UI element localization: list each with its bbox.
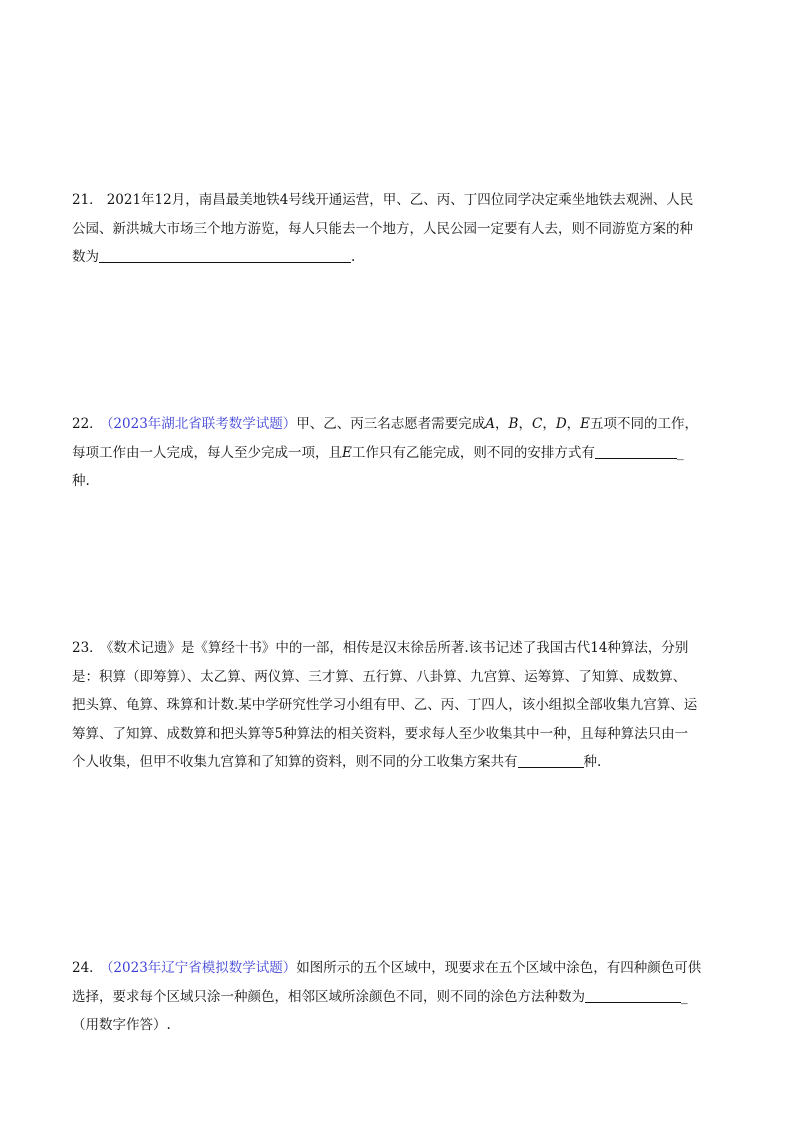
problem-line [72,439,728,468]
problem-23 [72,634,728,777]
problem-text: 如图所示的五个区域中，现要求在五个区域中涂色，有四种颜色可供 [296,960,702,976]
problem-text: 数为 [72,249,99,265]
problem-source: （2023年湖北省联考数学试题） [106,416,297,432]
problem-text: . [351,249,356,265]
problem-text: 种. [583,754,602,770]
problem-24 [72,954,728,1040]
problem-line: 把头算、龟算、珠算和计数.某中学研究性学习小组有甲、乙、丙、丁四人，该小组拟全部收集九宫算、运 [72,697,698,713]
problem-text: 选择，要求每个区域只涂一种颜色，相邻区域所涂颜色不同，则不同的涂色方法种数为 [72,988,585,1005]
task-label: E [342,444,352,461]
task-label: E [580,416,590,432]
problem-line [72,954,728,983]
problem-line [72,243,728,272]
answer-blank[interactable] [595,444,677,459]
problem-number: 21． [72,192,103,208]
problem-line [72,748,728,777]
problem-text: _ [681,988,688,1005]
problem-line: 是：积算（即筹算）、太乙算、两仪算、三才算、五行算、八卦算、九宫算、运筹算、了知算、成数算、 [72,668,687,685]
problem-line [72,634,728,663]
answer-blank[interactable] [518,753,584,768]
problem-source: （2023年辽宁省模拟数学试题） [106,960,297,976]
problem-22 [72,410,728,496]
problem-line: 公园、新洪城大市场三个地方游览，每人只能去一个地方，人民公园一定要有人去，则不同游览方案的种 [72,220,693,237]
answer-blank[interactable] [585,988,681,1003]
problem-line [72,983,728,1012]
task-label: A [485,416,496,432]
problem-text: _ [676,444,684,461]
problem-number: 23． [72,640,103,656]
problem-text: 2021年12月，南昌最美地铁4号线开通运营，甲、乙、丙、丁四位同学决定乘坐地铁去观洲、人民 [106,192,694,208]
problem-text: 个人收集，但甲不收集九宫算和了知算的资料，则不同的分工收集方案共有 [72,754,518,770]
problem-line: 筹算、了知算、成数算和把头算等5种算法的相关资料，要求每人至少收集其中一种，且每种算法只由一 [72,725,689,742]
problem-line: （用数字作答）. [72,1017,171,1033]
problem-text: 《数术记遗》是《算经十书》中的一部，相传是汉末徐岳所著.该书记述了我国古代14种算法，分别 [106,640,689,656]
answer-blank[interactable] [99,248,351,263]
problem-line: 种. [72,473,90,489]
problem-number: 22． [72,416,103,432]
task-label: B [508,416,519,432]
task-label: C [531,416,543,432]
problem-21 [72,186,728,272]
problem-line: 22． （2023年湖北省联考数学试题）甲、乙、丙三名志愿者需要完成A，B，C，D，E五项不同的工作， [72,416,698,432]
problem-line [72,186,728,215]
task-label: D [555,416,567,432]
problem-text: 甲、乙、丙三名志愿者需要完成 [296,416,486,432]
problem-text: 工作只有乙能完成，则不同的安排方式有 [351,444,595,461]
problem-text: 每项工作由一人完成，每人至少完成一项，且 [72,444,342,461]
problem-number: 24． [72,960,103,976]
problem-text: 五项不同的工作， [590,416,698,432]
